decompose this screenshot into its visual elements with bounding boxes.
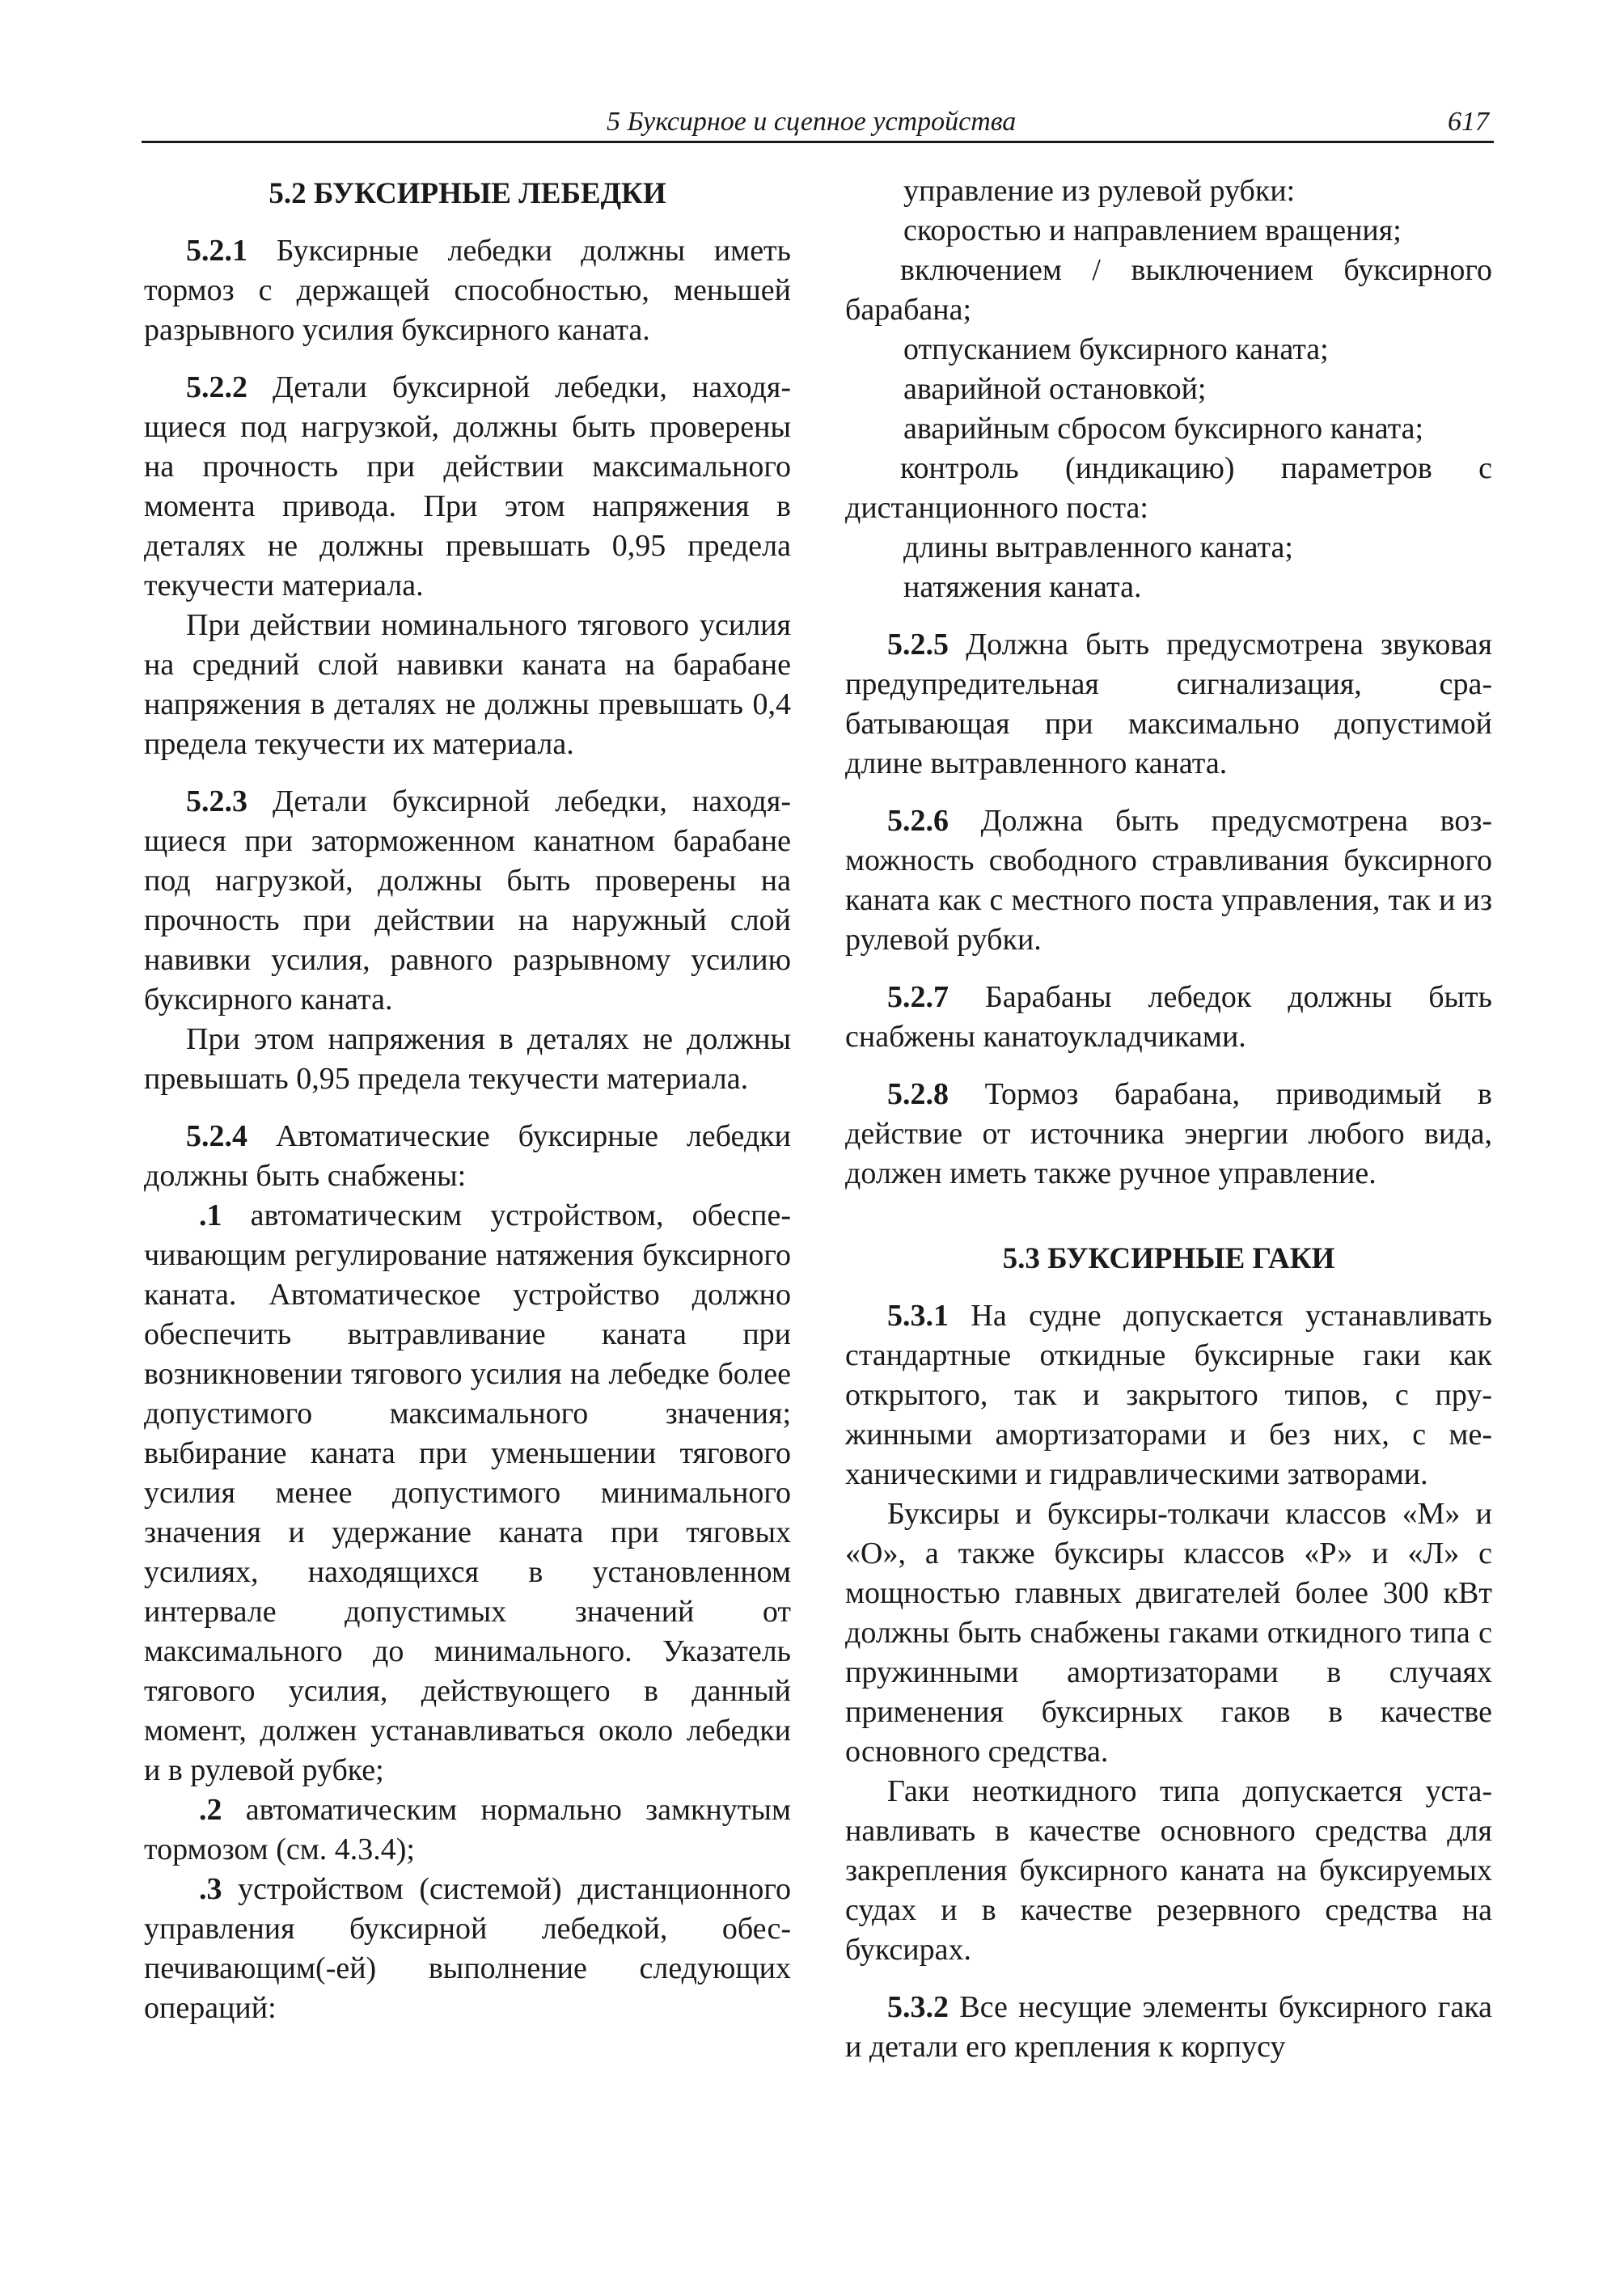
item-text: устройством (системой) дистанционного управления буксирной лебедкой, обеспечивающим(-ей) выполнение следующих операций: xyxy=(144,1872,791,2025)
running-header xyxy=(142,104,1494,143)
paragraph-5-2-3-cont: При этом напряжения в деталях не должны превышать 0,95 предела текучести материала. xyxy=(144,1022,791,1096)
paragraph-5-2-4 xyxy=(144,1117,791,1196)
paragraph-5-3-1-cont2: Гаки неоткидного типа допускается устанавливать в качестве основного средства для закрепления буксирного каната на буксируемых судах и в качестве резервного средства на буксирах. xyxy=(845,1774,1492,1967)
list-item-2 xyxy=(144,1790,791,1870)
section-heading-5-3: 5.3 БУКСИРНЫЕ ГАКИ xyxy=(1002,1242,1335,1275)
page-number: 617 xyxy=(1448,107,1489,137)
item-text: автоматическим устройством, обеспечивающим регулирование натяжения буксирного каната. Автоматическое устройство должно обеспечить вытравливание каната при возникновении тягового усилия на лебедке более допустимого максимального значения; выбирание каната при уменьшении тягового усилия менее допустимого минимального значения и удержание каната при тяговых усилиях, находящихся в установленном интервале допустимых значений от максимального до минимального. Указатель тягового усилия, действующего в данный момент, должен устанавливаться около лебедки и в рулевой рубке; xyxy=(144,1198,791,1787)
item-number: .2 xyxy=(199,1793,222,1827)
operation-line: скоростью и направлением вращения; xyxy=(903,213,1402,247)
paragraph-text: Тормоз барабана, приводимый в действие от источника энергии любого вида, должен иметь также ручное управление. xyxy=(845,1077,1492,1190)
clause-number: 5.2.8 xyxy=(887,1077,949,1111)
paragraph-text: Буксирные лебедки должны иметь тормоз с держащей способностью, меньшей разрывного усилия буксирного каната. xyxy=(144,234,791,347)
section-heading-5-2: 5.2 БУКСИРНЫЕ ЛЕБЕДКИ xyxy=(269,177,666,210)
clause-number: 5.2.2 xyxy=(186,370,247,404)
paragraph-text: Барабаны лебедок должны быть снабжены канатоукладчиками. xyxy=(845,980,1492,1054)
operation-line: аварийной остановкой; xyxy=(903,372,1207,406)
paragraph-text: Детали буксирной лебедки, находящиеся под нагрузкой, должны быть проверены на прочность при действии максимального момента привода. При этом напряжения в деталях не должны превышать 0,95 предела текучести материала. xyxy=(144,370,791,602)
clause-number: 5.3.1 xyxy=(887,1299,949,1333)
clause-number: 5.2.6 xyxy=(887,804,949,838)
list-item-1 xyxy=(144,1196,791,1790)
paragraph-text: Должна быть предусмотрена звуковая предупредительная сигнализация, срабатывающая при максимально допустимой длине вытравленного каната. xyxy=(845,628,1492,780)
paragraph-5-3-1-cont: Буксиры и буксиры-толкачи классов «М» и «О», а также буксиры классов «Р» и «Л» с мощностью главных двигателей более 300 кВт должны быть снабжены гаками откидного типа с пружинными амортизаторами в случаях применения буксирных гаков в качестве основного средства. xyxy=(845,1497,1492,1769)
paragraph-text: На судне допускается устанавливать стандартные откидные буксирные гаки как открытого, так и закрытого типов, с пружинными амортизаторами и без них, с механическими и гидравлическими затворами. xyxy=(845,1299,1492,1491)
item-number: .3 xyxy=(199,1872,222,1906)
paragraph-5-2-3 xyxy=(144,782,791,1020)
right-column xyxy=(845,171,1492,2067)
operation-line: управление из рулевой рубки: xyxy=(903,174,1296,208)
paragraph-5-2-1 xyxy=(144,231,791,350)
clause-number: 5.2.4 xyxy=(186,1119,247,1153)
operation-line: отпусканием буксирного каната; xyxy=(903,332,1329,366)
list-item-3 xyxy=(144,1870,791,2028)
operation-line: длины вытравленного каната; xyxy=(903,530,1293,564)
clause-number: 5.3.2 xyxy=(887,1990,949,2024)
paragraph-5-2-5 xyxy=(845,625,1492,784)
clause-number: 5.2.3 xyxy=(186,784,247,818)
left-column xyxy=(144,174,791,2028)
item-text: автоматическим нормально замкнутым тормозом (см. 4.3.4); xyxy=(144,1793,791,1866)
operation-line: аварийным сбросом буксирного каната; xyxy=(903,412,1424,446)
paragraph-5-2-7 xyxy=(845,978,1492,1057)
paragraph-text: Детали буксирной лебедки, находящиеся при заторможенном канатном барабане под нагрузкой, должны быть проверены на прочность при действии на наружный слой навивки усилия, равного разрывному усилию буксирного каната. xyxy=(144,784,791,1017)
paragraph-text: Все несущие элементы буксирного гака и детали его крепления к корпусу xyxy=(845,1990,1492,2064)
chapter-title: 5 Буксирное и сцепное устройства xyxy=(607,107,1017,137)
paragraph-5-2-6 xyxy=(845,801,1492,960)
paragraph-text: Должна быть предусмотрена возможность свободного стравливания буксирного каната как с местного поста управления, так и из рулевой рубки. xyxy=(845,804,1492,957)
operation-line: натяжения каната. xyxy=(903,570,1142,604)
clause-number: 5.2.7 xyxy=(887,980,949,1014)
clause-number: 5.2.1 xyxy=(186,234,247,268)
paragraph-5-3-1 xyxy=(845,1296,1492,1494)
clause-number: 5.2.5 xyxy=(887,628,949,662)
paragraph-5-2-8 xyxy=(845,1075,1492,1194)
paragraph-5-3-2 xyxy=(845,1988,1492,2067)
operation-line: включением / выключением буксирного барабана; xyxy=(845,253,1492,327)
item-number: .1 xyxy=(199,1198,222,1232)
paragraph-text: Автоматические буксирные лебедки должны быть снабжены: xyxy=(144,1119,791,1193)
operation-line: контроль (индикацию) параметров с дистанционного поста: xyxy=(845,451,1492,525)
paragraph-5-2-2 xyxy=(144,368,791,606)
paragraph-5-2-2-cont: При действии номинального тягового усилия на средний слой навивки каната на барабане напряжения в деталях не должны превышать 0,4 предела текучести их материала. xyxy=(144,608,791,761)
